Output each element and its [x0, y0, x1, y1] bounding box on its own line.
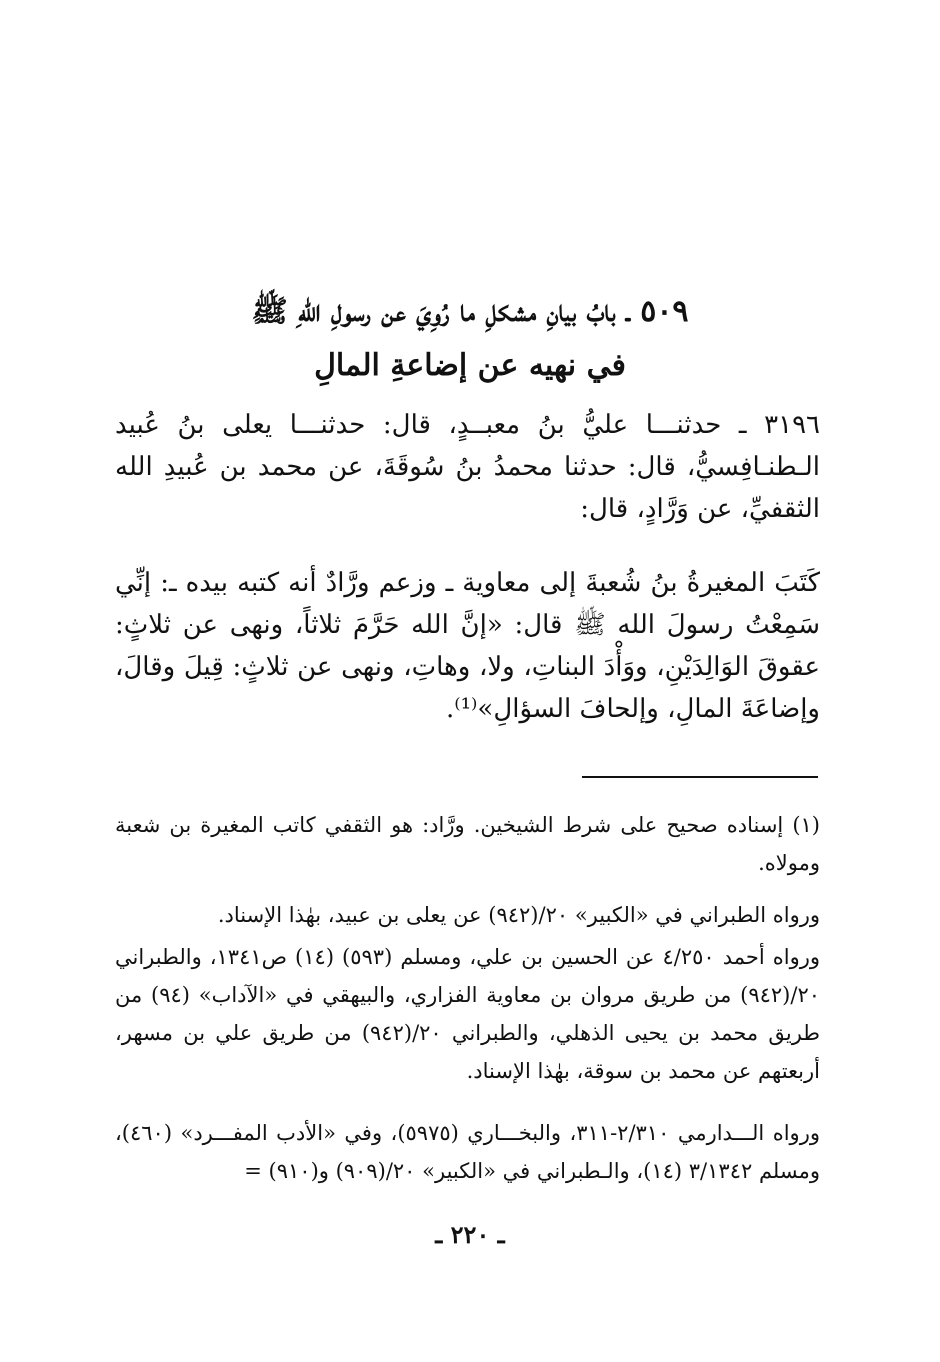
- chapter-subtitle: في نهيه عن إضاعةِ المالِ: [314, 348, 626, 383]
- hadith-matn: كَتَبَ المغيرةُ بنُ شُعبةَ إلى معاوية ـ وزعم ورَّادٌ أنه كتبه بيده ـ: إنِّي سَمِعْتُ رسولَ الله ﷺ قال: «إنَّ الله حَرَّمَ ثلاثاً، ونهى عن ثلاثٍ: عقوقَ الوَالِدَيْنِ، ووَأْدَ البناتِ، ولا، وهاتِ، ونهى عن ثلاثٍ: قِيلَ وقالَ، وإضاعَةَ المالِ، وإلحافَ السؤالِ»⁽¹⁾.: [115, 568, 820, 724]
- chapter-title: ٥٠٩ ـ بابُ بيانِ مشكلِ ما رُوِيَ عن رسولِ اللهِ ﷺ: [251, 294, 689, 329]
- footnote-paragraph: ورواه أحمد ٤/٢٥٠ عن الحسين بن علي، ومسلم (٥٩٣) (١٤) ص١٣٤١، والطبراني ٢٠/(٩٤٢) من طريق مروان بن معاوية الفزاري، والبيهقي في «الآداب» (٩٤) من طريق محمد بن يحيى الذهلي، والطبراني ٢٠/(٩٤٢) من طريق علي بن مسهر، أربعتهم عن محمد بن سوقة، بهٰذا الإسناد.: [115, 945, 820, 1083]
- footnote-separator: [582, 776, 818, 778]
- footnote-paragraph: ورواه الـــدارمي ٢/٣١٠-٣١١، والبخـــاري (٥٩٧٥)، وفي «الأدب المفـــرد» (٤٦٠)، ومسلم ٣/١٣٤٢ (١٤)، والـطبراني في «الكبير» ٢٠/(٩٠٩) و(٩١٠) =: [115, 1121, 820, 1183]
- footnote-paragraph: ورواه الطبراني في «الكبير» ٢٠/(٩٤٢) عن يعلى بن عبيد، بهٰذا الإسناد.: [217, 903, 820, 927]
- hadith-isnad: ٣١٩٦ ـ حدثنـــا عليُّ بنُ معبــدٍ، قال: حدثنـــا يعلى بنُ عُبيد الـطنـافِسيُّ، قال: حدثنا محمدُ بنُ سُوقَةَ، عن محمد بن عُبيدِ الله الثقفيِّ، عن وَرَّادٍ، قال:: [115, 410, 820, 524]
- footnote-1: (١) إسناده صحيح على شرط الشيخين. ورَّاد: هو الثقفي كاتب المغيرة بن شعبة ومولاه.: [115, 813, 820, 875]
- page-number: ـ ٢٢٠ ـ: [435, 1220, 505, 1249]
